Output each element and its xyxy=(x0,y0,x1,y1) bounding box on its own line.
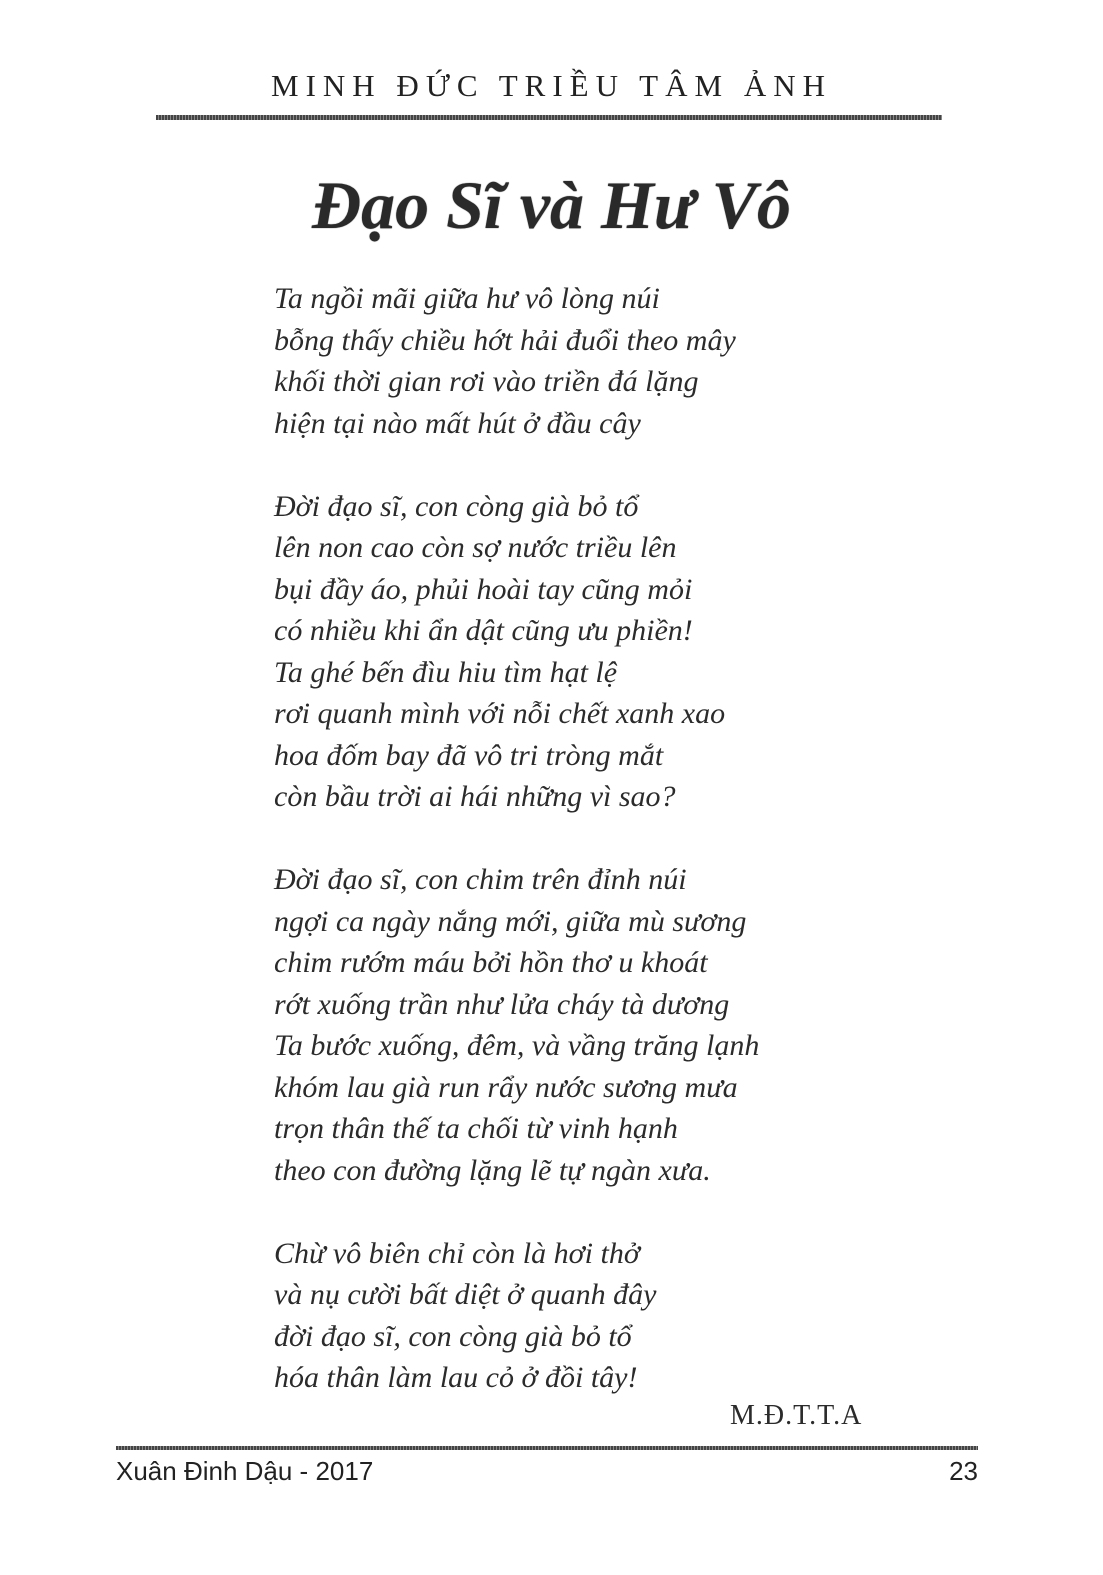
poem-line: chim rướm máu bởi hồn thơ u khoát xyxy=(274,946,708,979)
page-number: 23 xyxy=(949,1456,978,1486)
header-divider xyxy=(156,115,942,120)
poem-line: trọn thân thế ta chối từ vinh hạnh xyxy=(274,1112,678,1145)
poem-line: Ta bước xuống, đêm, và vầng trăng lạnh xyxy=(274,1029,760,1062)
stanza-4 xyxy=(274,1233,914,1399)
stanza-1 xyxy=(274,278,914,444)
stanza-2 xyxy=(274,486,914,818)
poem-line: ngợi ca ngày nắng mới, giữa mù sương xyxy=(274,904,747,938)
poem-line: hóa thân làm lau cỏ ở đồi tây! xyxy=(274,1361,638,1394)
poem-line: Chừ vô biên chỉ còn là hơi thở xyxy=(274,1236,640,1270)
poem-line: rớt xuống trần như lửa cháy tà dương xyxy=(274,987,730,1021)
poem-line: Ta ghé bến đìu hiu tìm hạt lệ xyxy=(274,655,618,689)
author-signature: M.Đ.T.T.A xyxy=(730,1400,863,1431)
poem-line: lên non cao còn sợ nước triều lên xyxy=(274,531,677,564)
stanza-3 xyxy=(274,859,914,1191)
footer-divider xyxy=(116,1446,978,1450)
poem-line: bỗng thấy chiều hớt hải đuổi theo mây xyxy=(274,323,736,357)
poem-line: Đời đạo sĩ, con còng già bỏ tổ xyxy=(274,489,639,523)
poem-line: và nụ cười bất diệt ở quanh đây xyxy=(274,1278,657,1311)
poem-line: Đời đạo sĩ, con chim trên đỉnh núi xyxy=(274,863,687,896)
poem-title: Đạo Sĩ và Hư Vô xyxy=(312,167,791,243)
poem-line: hoa đốm bay đã vô tri tròng mắt xyxy=(274,738,664,772)
running-header: MINH ĐỨC TRIỀU TÂM ẢNH xyxy=(271,68,832,103)
poem-line: còn bầu trời ai hái những vì sao? xyxy=(274,780,676,813)
poem-line: đời đạo sĩ, con còng già bỏ tổ xyxy=(274,1319,632,1353)
poem-line: bụi đầy áo, phủi hoài tay cũng mỏi xyxy=(274,572,693,606)
poem-line: có nhiều khi ẩn dật cũng ưu phiền! xyxy=(274,614,693,647)
poem-line: Ta ngồi mãi giữa hư vô lòng núi xyxy=(274,282,660,315)
poem-line: rơi quanh mình với nỗi chết xanh xao xyxy=(274,697,726,730)
poem-body xyxy=(274,278,914,1399)
issue-label: Xuân Đinh Dậu - 2017 xyxy=(116,1456,374,1486)
poem-line: khóm lau già run rẩy nước sương mưa xyxy=(274,1070,738,1104)
poem-line: hiện tại nào mất hút ở đầu cây xyxy=(274,406,641,440)
poem-line: theo con đường lặng lẽ tự ngàn xưa. xyxy=(274,1153,711,1187)
poem-line: khối thời gian rơi vào triền đá lặng xyxy=(274,365,699,398)
